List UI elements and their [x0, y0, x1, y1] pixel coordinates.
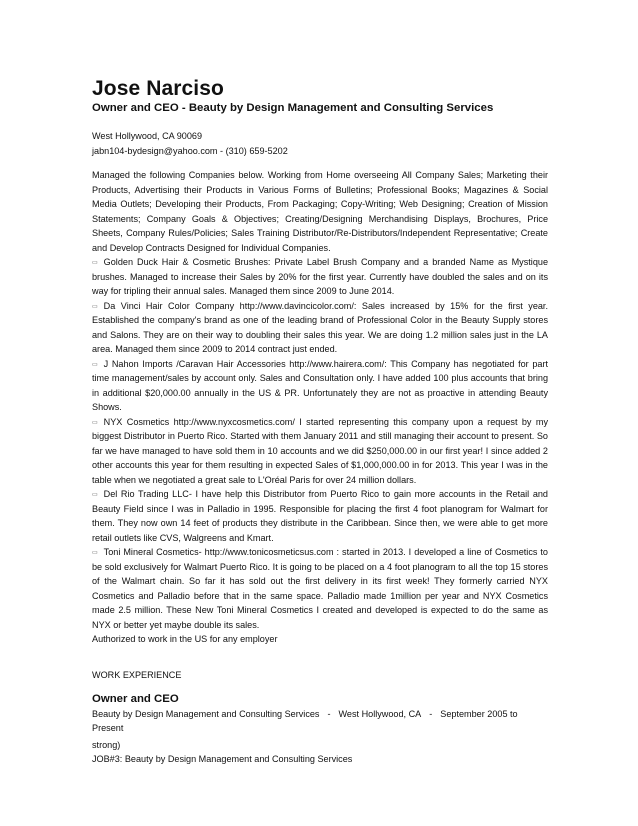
bullet-icon: ▭ [92, 260, 98, 266]
job-dates: September 2005 to Present [92, 708, 518, 733]
bullet-text: Toni Mineral Cosmetics- http://www.tonicosmeticsus.com : started in 2013. I developed a line of Cosmetics to be sold exclusively for Walmart Puerto Rico. It is going to be placed on a 4 foot planogram to all the top 15 stores of the Walmart chain. So far it has sold out the first delivery in its first week! They formerly carried NYX Cosmetics and Palladio before that in the same space. Palladio made 1million per year and NYX Cosmetics made 2.5 million. These New Toni Mineral Cosmetics I created and developed is expected to do the same as NYX or better yet maybe double its sales. [92, 547, 548, 630]
bullet-text: J Nahon Imports /Caravan Hair Accessories http://www.hairera.com/: This Company has negotiated for part time management/sales by account only. Sales and Consultation only. I have added 100 plus accounts that bring in additional $20,000.00 annually in the US & PR. Unfortunately they are not as proactive in attending Beauty Shows. [92, 358, 548, 412]
summary-bullet-item [92, 415, 548, 488]
bullet-icon: ▭ [92, 361, 98, 368]
bullet-text: Del Rio Trading LLC- I have help this Distributor from Puerto Rico to gain more accounts in the Retail and Beauty Field since I was in Palladio in 1995. Responsible for placing the first 4 foot planogram for Walmart for them. They now own 14 feet of products they distribute in the Caribbean. Since then, we were able to get more retail outlets like CVS, Walgreens and Kmart. [92, 489, 548, 543]
candidate-name: Jose Narciso [92, 77, 224, 100]
job-note: strong) [92, 739, 121, 750]
bullet-text: Da Vinci Hair Color Company http://www.davincicolor.com/: Sales increased by 15% for the first year. Established the company's brand as one of the leading brand of Professional Color in the Beauty Supply stores and Salons. They are on their way to doubling their sales this year. We are doing 1.2 million sales just in the LA area. Managed them since 2009 to 2014 contract just ended. [92, 300, 548, 354]
bullet-icon: ▭ [92, 419, 98, 426]
summary-section [92, 168, 548, 647]
job-separator: - [327, 708, 331, 719]
job-company: Beauty by Design Management and Consulting Services [92, 708, 320, 719]
job-separator: - [429, 708, 433, 719]
summary-bullet-item [92, 487, 548, 545]
bullet-icon: ▭ [92, 492, 98, 498]
resume-page [92, 77, 548, 767]
bullet-icon: ▭ [92, 550, 98, 556]
work-experience-heading: WORK EXPERIENCE [92, 669, 182, 680]
job-details [92, 707, 548, 736]
summary-bullet-item [92, 545, 548, 632]
job-title: Owner and CEO [92, 692, 179, 705]
summary-bullet-item [92, 299, 548, 357]
location-text: West Hollywood, CA 90069 [92, 131, 203, 141]
bullet-icon: ▭ [92, 303, 98, 310]
job-location: West Hollywood, CA [338, 708, 422, 719]
job-note: JOB#3: Beauty by Design Management and Consulting Services [92, 754, 353, 764]
work-authorization: Authorized to work in the US for any employer [92, 634, 278, 644]
job-entry [92, 692, 548, 767]
headline-title: Owner and CEO - Beauty by Design Management and Consulting Services [92, 102, 494, 114]
summary-intro: Managed the following Companies below. Working from Home overseeing All Company Sales; Marketing their Products, Advertising their Products in Various Forms of Bulletins; Professional Books; Magazines & Social Media Outlets; Developing their Products, From Packaging; Copy-Writing; Web Designing; Creation of Mission Statements; Company Goals & Objectives; Creating/Designing Merchandising Displays, Brochures, Price Sheets, Company Rules/Policies; Sales Training Distributor/Re-Distributors/Independent Representative; Create and Develop Contracts Designed for Individual Companies. [92, 170, 548, 253]
email-phone-text: jabn104-bydesign@yahoo.com - (310) 659-5202 [92, 146, 288, 156]
bullet-text: Golden Duck Hair & Cosmetic Brushes: Private Label Brush Company and a branded Name as Mystique brushes. Managed to increase their Sales by 20% for the first year. Currently have doubled the sales and on its way for tripling their annual sales. Managed them since 2009 to June 2014. [92, 257, 548, 296]
summary-bullet-item [92, 357, 548, 415]
summary-bullet-item [92, 255, 548, 299]
bullet-text: NYX Cosmetics http://www.nyxcosmetics.com/ I started representing this company upon a request by my biggest Distributor in Puerto Rico. Started with them January 2011 and still managing their account to present. So far we have managed to have sold them in 10 accounts and we did $250,000.00 in our first year! I since added 2 other accounts this year for them resulting in expected Sales of $1,000,000.00 in for 2013. This year I was in the table when we negotiated a great sale to L'Oréal Paris for over 24 million dollars. [92, 416, 548, 485]
